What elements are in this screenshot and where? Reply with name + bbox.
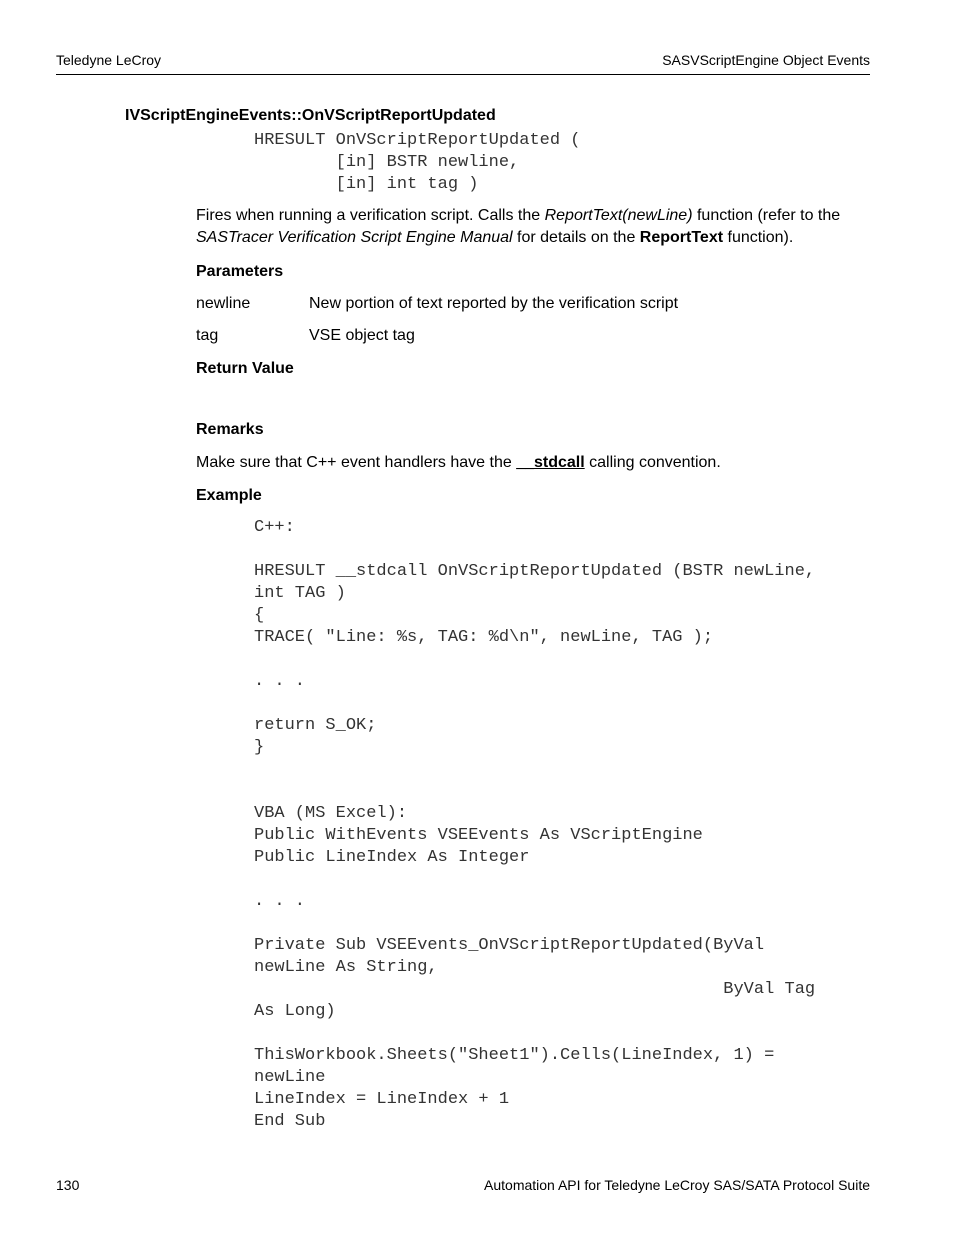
page-header	[56, 52, 870, 75]
signature-line: HRESULT OnVScriptReportUpdated (	[254, 131, 581, 150]
section-title: IVScriptEngineEvents::OnVScriptReportUpdated	[125, 107, 496, 124]
footer-title: Automation API for Teledyne LeCroy SAS/SATA Protocol Suite	[484, 1177, 870, 1193]
parameter-desc: VSE object tag	[309, 327, 415, 344]
manual-ref: SASTracer Verification Script Engine Manual	[196, 229, 513, 246]
page-number: 130	[56, 1177, 80, 1193]
return-value-heading: Return Value	[196, 360, 294, 377]
parameter-name: tag	[196, 327, 219, 344]
header-section: SASVScriptEngine Object Events	[662, 52, 870, 68]
parameter-name: newline	[196, 295, 251, 312]
signature-line: [in] int tag )	[254, 175, 479, 194]
description-paragraph: Fires when running a verification script. Calls the ReportText(newLine) function (refer to the SASTracer Verification Script Engine Manual for details on the ReportText function).	[196, 207, 841, 246]
parameter-desc: New portion of text reported by the verification script	[309, 295, 679, 312]
stdcall-keyword: __stdcall	[516, 454, 585, 471]
remarks-heading: Remarks	[196, 421, 264, 438]
parameters-heading: Parameters	[196, 263, 284, 280]
method-signature	[254, 130, 580, 196]
example-heading: Example	[196, 487, 262, 504]
signature-line: [in] BSTR newline,	[254, 153, 520, 172]
report-text-bold: ReportText	[639, 229, 724, 246]
header-company: Teledyne LeCroy	[56, 52, 162, 68]
report-text-ref: ReportText(newLine)	[544, 207, 693, 224]
remarks-paragraph: Make sure that C++ event handlers have the __stdcall calling convention.	[196, 454, 721, 471]
example-code-block: C++: HRESULT __stdcall OnVScriptReportUpdated (BSTR newLine, int TAG ) { TRACE( "Line: %s, TAG: %d\n", newLine, TAG ); . . . return S_OK; } VBA (MS Excel): Public WithEvents VSEEvents As VScriptEngine Public LineIndex As Integer . . . Private Sub VSEEvents_OnVScriptReportUpdated(ByVal newLine As String, ByVal Tag As Long) ThisWorkbook.Sheets("Sheet1").Cells(LineIndex, 1) = newLine LineIndex = LineIndex + 1 End Sub	[254, 518, 816, 1131]
